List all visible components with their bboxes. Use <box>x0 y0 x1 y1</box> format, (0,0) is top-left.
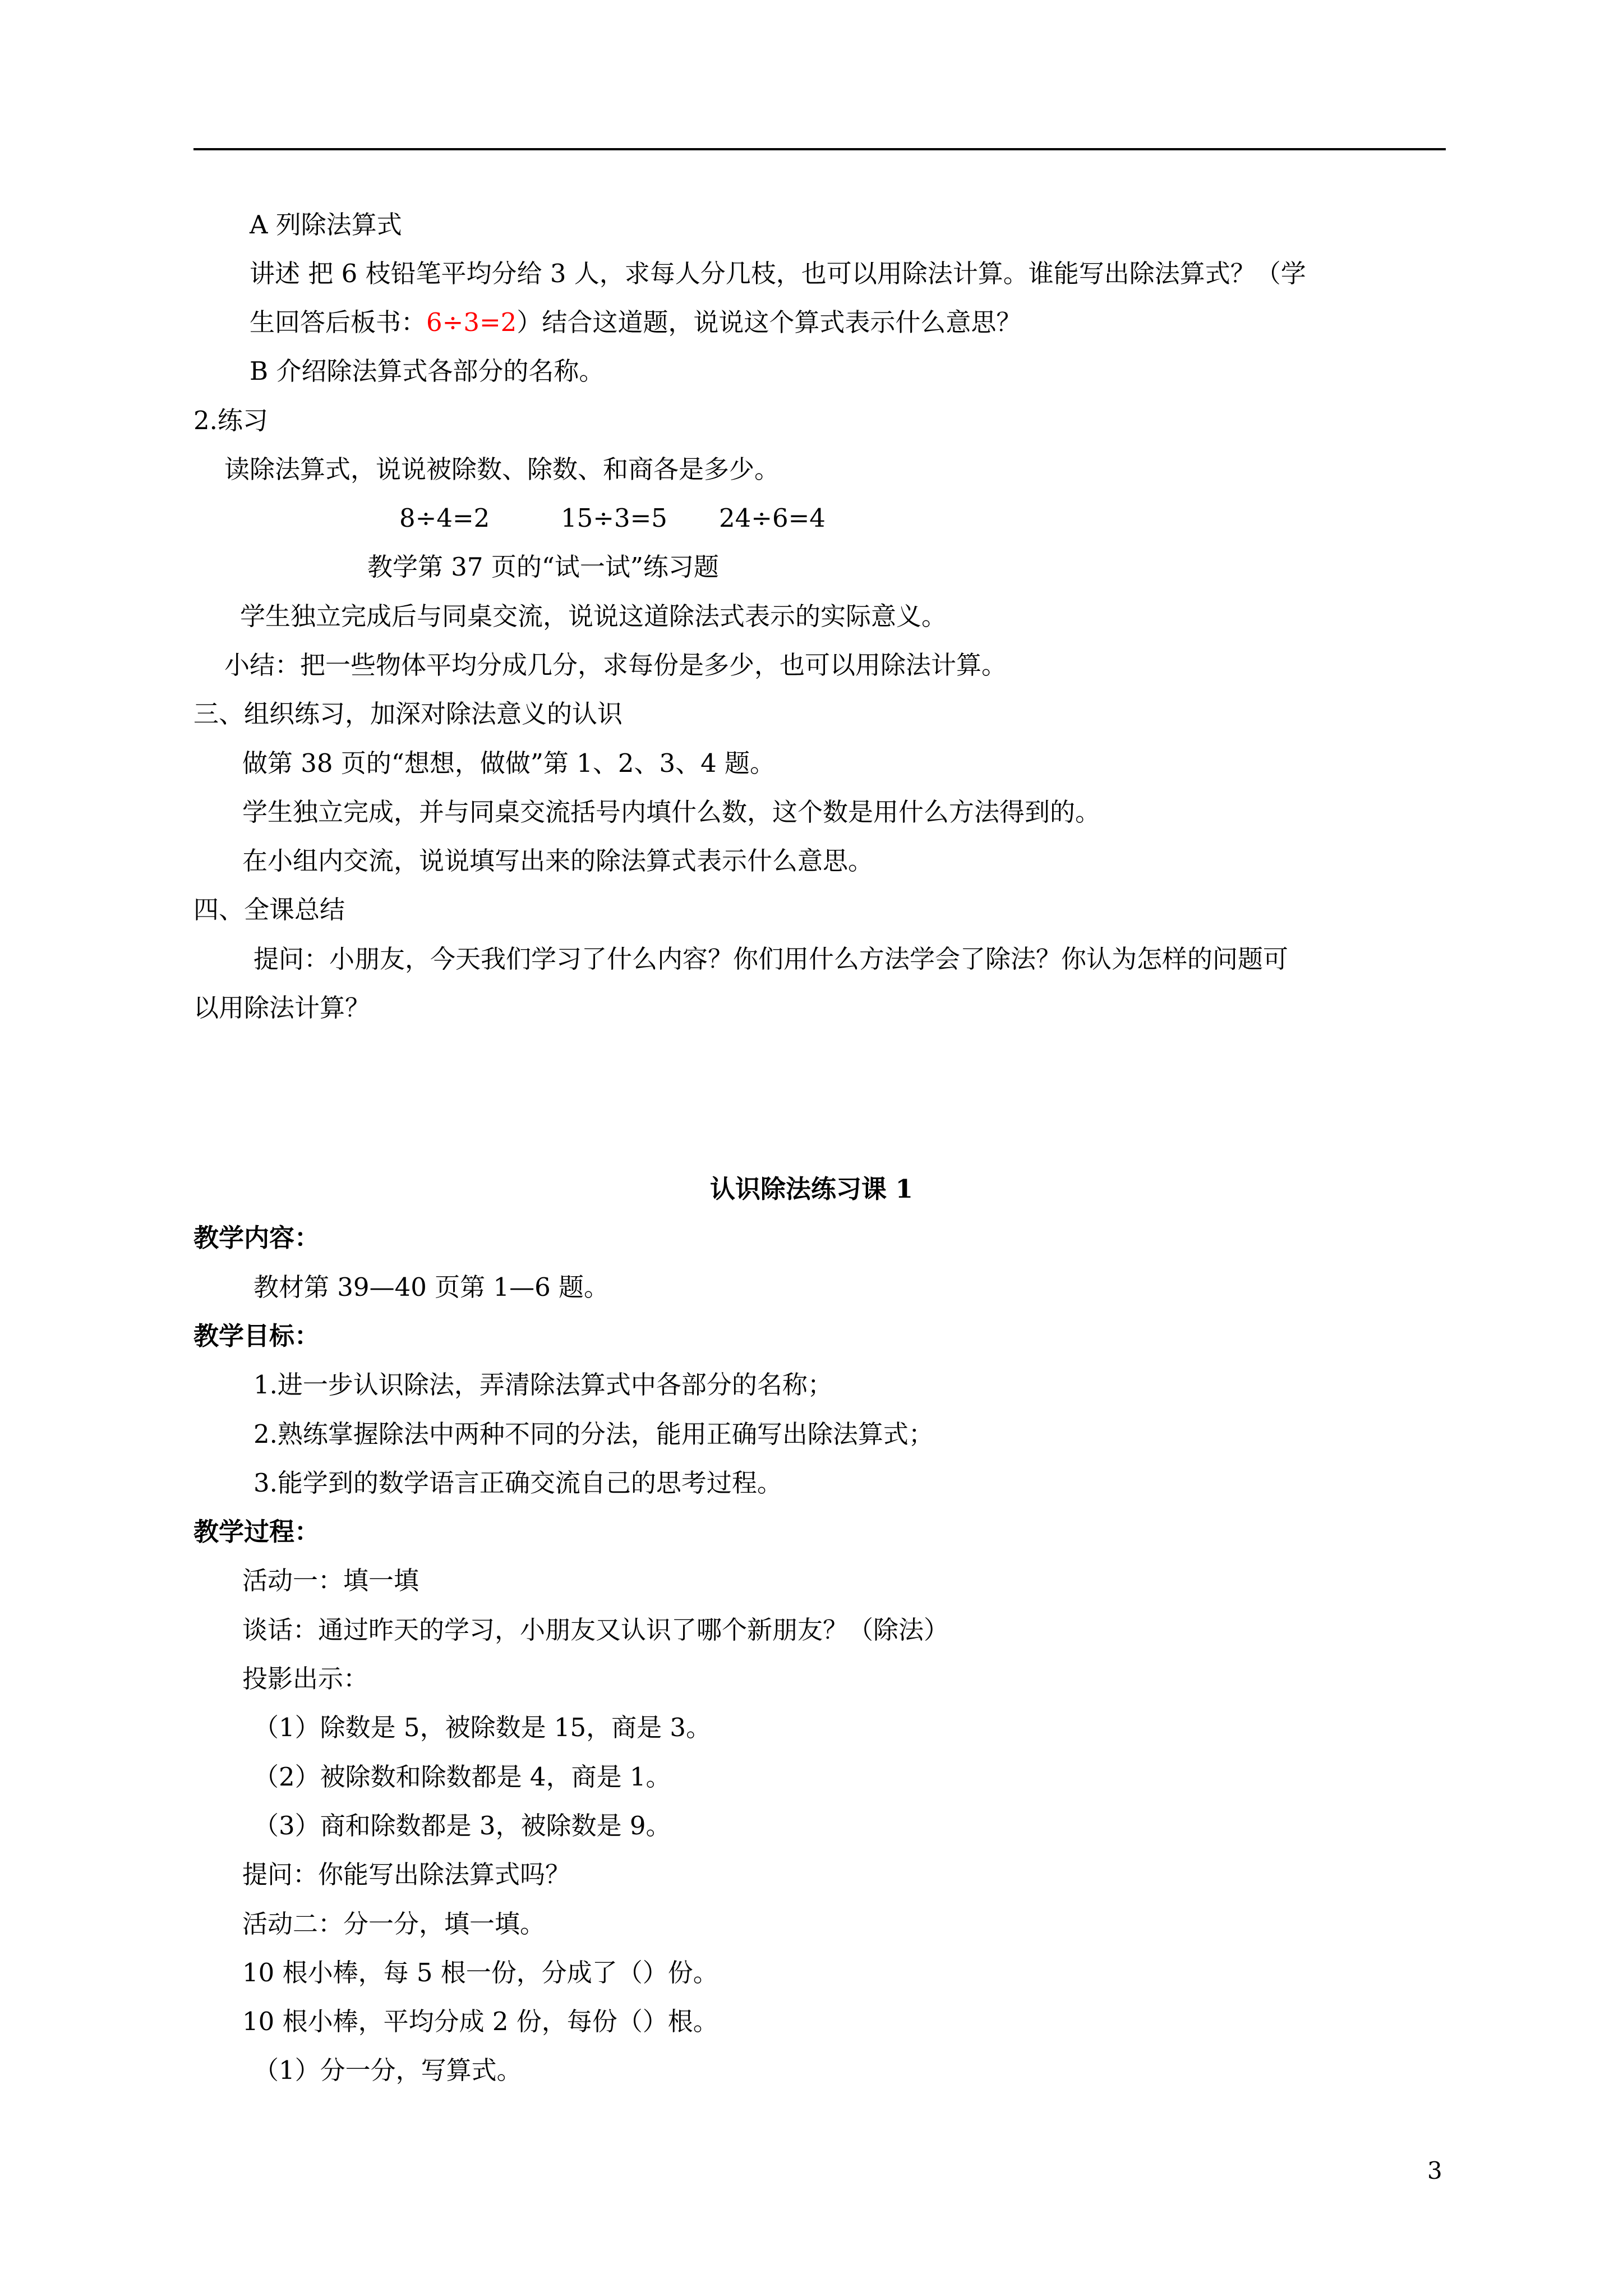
closing-question-line-2: 以用除法计算？ <box>193 993 371 1023</box>
lecture-line-2-prefix: 生回答后板书： <box>250 307 427 337</box>
lecture-line-2 <box>250 306 1021 339</box>
section-3-line-1: 做第 38 页的“想想，做做”第 1、2、3、4 题。 <box>242 748 776 778</box>
talk-line: 谈话：通过昨天的学习，小朋友又认识了哪个新朋友？（除法） <box>242 1615 949 1645</box>
section-3-line-2: 学生独立完成，并与同桌交流括号内填什么数，这个数是用什么方法得到的。 <box>242 797 1101 827</box>
equation-3: 24÷6=4 <box>719 503 826 533</box>
read-instruction: 读除法算式，说说被除数、除数、和商各是多少。 <box>224 454 780 484</box>
heading-b: B 介绍除法算式各部分的名称。 <box>250 356 605 386</box>
equation-1: 8÷4=2 <box>399 503 490 533</box>
lecture-line-1: 讲述 把 6 枝铅笔平均分给 3 人，求每人分几枝，也可以用除法计算。谁能写出除法算式？（学 <box>250 259 1306 288</box>
activity-1: 活动一：填一填 <box>242 1566 419 1595</box>
equation-2: 15÷3=5 <box>561 503 667 533</box>
goals-label: 教学目标： <box>193 1321 320 1351</box>
student-activity: 学生独立完成后与同桌交流，说说这道除法式表示的实际意义。 <box>240 601 947 631</box>
goal-2: 2.熟练掌握除法中两种不同的分法，能用正确写出除法算式； <box>253 1419 934 1449</box>
section-2-heading: 2.练习 <box>193 406 268 435</box>
section-3-line-3: 在小组内交流，说说填写出来的除法算式表示什么意思。 <box>242 846 874 876</box>
goal-1: 1.进一步认识除法，弄清除法算式中各部分的名称； <box>253 1370 833 1400</box>
goal-3: 3.能学到的数学语言正确交流自己的思考过程。 <box>253 1468 782 1498</box>
heading-a: A 列除法算式 <box>250 210 402 240</box>
process-label: 教学过程： <box>193 1517 320 1547</box>
projection-label: 投影出示： <box>242 1664 369 1694</box>
lecture-line-2-suffix: ）结合这道题，说说这个算式表示什么意思？ <box>517 307 1022 337</box>
question-line: 提问：你能写出除法算式吗？ <box>242 1860 571 1889</box>
sticks-line-2: 10 根小棒，平均分成 2 份，每份（）根。 <box>242 2007 718 2036</box>
item-3: （3）商和除数都是 3，被除数是 9。 <box>253 1811 671 1841</box>
content-label: 教学内容： <box>193 1223 320 1253</box>
header-rule <box>193 148 1446 150</box>
item-1: （1）除数是 5，被除数是 15，商是 3。 <box>253 1713 712 1742</box>
activity-2: 活动二：分一分，填一填。 <box>242 1909 546 1939</box>
item-2: （2）被除数和除数都是 4，商是 1。 <box>253 1762 671 1792</box>
board-formula: 6÷3=2 <box>426 307 517 337</box>
lesson-title: 认识除法练习课 1 <box>710 1174 913 1204</box>
sticks-line-1: 10 根小棒，每 5 根一份，分成了（）份。 <box>242 1958 718 1987</box>
divide-write-line: （1）分一分，写算式。 <box>253 2055 522 2085</box>
section-4-heading: 四、全课总结 <box>193 895 345 924</box>
textbook-exercise: 教学第 37 页的“试一试”练习题 <box>367 552 719 582</box>
summary: 小结：把一些物体平均分成几分，求每份是多少，也可以用除法计算。 <box>224 650 1007 680</box>
section-3-heading: 三、组织练习，加深对除法意义的认识 <box>193 699 623 729</box>
closing-question-line-1: 提问：小朋友，今天我们学习了什么内容？你们用什么方法学会了除法？你认为怎样的问题可 <box>253 944 1289 974</box>
page-number: 3 <box>1427 2157 1442 2184</box>
content-text: 教材第 39—40 页第 1—6 题。 <box>253 1272 609 1302</box>
